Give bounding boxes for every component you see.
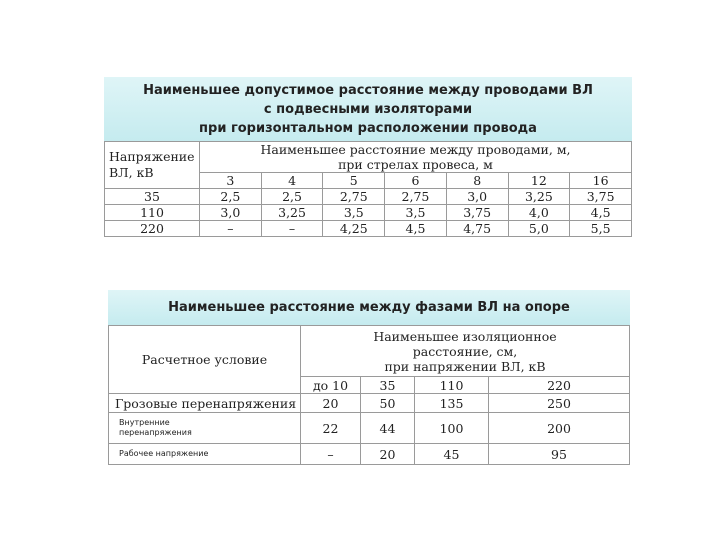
voltage-cell: 220 bbox=[105, 221, 200, 237]
sag-header: 5 bbox=[323, 173, 385, 189]
condition-label-line: Внутренние bbox=[119, 418, 170, 427]
value-cell: 4,75 bbox=[446, 221, 508, 237]
table2-grid bbox=[108, 325, 630, 465]
sag-header: 16 bbox=[570, 173, 632, 189]
table1-grid bbox=[104, 141, 632, 237]
distance-header-line: Наименьшее расстояние между проводами, м, bbox=[260, 142, 571, 157]
condition-label-line: перенапряжения bbox=[119, 428, 192, 437]
table-row bbox=[105, 221, 632, 237]
value-cell: 3,0 bbox=[200, 205, 262, 221]
voltage-header bbox=[105, 142, 200, 189]
value-cell: 3,75 bbox=[570, 189, 632, 205]
value-cell: 4,5 bbox=[570, 205, 632, 221]
insulation-header-line: Наименьшее изоляционное bbox=[373, 328, 557, 344]
value-cell: 45 bbox=[415, 444, 489, 465]
value-cell: 44 bbox=[361, 413, 415, 444]
voltage-header: 35 bbox=[361, 377, 415, 394]
value-cell: 20 bbox=[361, 444, 415, 465]
value-cell: 250 bbox=[489, 394, 630, 413]
table-row bbox=[109, 444, 630, 465]
condition-header: Расчетное условие bbox=[109, 326, 301, 394]
voltage-header-line: Напряжение bbox=[109, 149, 195, 164]
voltage-cell: 35 bbox=[105, 189, 200, 205]
value-cell: 4,25 bbox=[323, 221, 385, 237]
table-row bbox=[109, 394, 630, 413]
voltage-header: 220 bbox=[489, 377, 630, 394]
insulation-header-line: расстояние, см, bbox=[412, 343, 518, 359]
sag-header: 3 bbox=[200, 173, 262, 189]
value-cell: 2,75 bbox=[323, 189, 385, 205]
table1-title bbox=[104, 77, 632, 141]
sag-header: 8 bbox=[446, 173, 508, 189]
value-cell: 5,0 bbox=[508, 221, 570, 237]
value-cell: 5,5 bbox=[570, 221, 632, 237]
value-cell: 95 bbox=[489, 444, 630, 465]
table-row bbox=[105, 205, 632, 221]
insulation-distance-header bbox=[301, 326, 630, 377]
value-cell: 2,5 bbox=[261, 189, 323, 205]
condition-label: Грозовые перенапряжения bbox=[109, 394, 301, 413]
distance-header-line: при стрелах провеса, м bbox=[338, 157, 493, 172]
phase-distance-table bbox=[108, 290, 630, 465]
table2-title: Наименьшее расстояние между фазами ВЛ на опоре bbox=[108, 290, 630, 325]
distance-between-wires-table bbox=[104, 77, 632, 237]
insulation-header-line: при напряжении ВЛ, кВ bbox=[384, 358, 546, 374]
value-cell: – bbox=[301, 444, 361, 465]
voltage-header: до 10 bbox=[301, 377, 361, 394]
value-cell: 135 bbox=[415, 394, 489, 413]
table1-title-line: с подвесными изоляторами bbox=[263, 102, 473, 117]
value-cell: – bbox=[200, 221, 262, 237]
value-cell: 3,25 bbox=[508, 189, 570, 205]
value-cell: 4,5 bbox=[385, 221, 447, 237]
condition-label: Рабочее напряжение bbox=[109, 444, 301, 465]
sag-header: 12 bbox=[508, 173, 570, 189]
value-cell: 200 bbox=[489, 413, 630, 444]
value-cell: 2,5 bbox=[200, 189, 262, 205]
value-cell: 2,75 bbox=[385, 189, 447, 205]
value-cell: 4,0 bbox=[508, 205, 570, 221]
value-cell: 3,5 bbox=[323, 205, 385, 221]
value-cell: 100 bbox=[415, 413, 489, 444]
voltage-header-line: ВЛ, кВ bbox=[109, 165, 154, 180]
sag-header: 6 bbox=[385, 173, 447, 189]
distance-header bbox=[200, 142, 632, 173]
value-cell: 20 bbox=[301, 394, 361, 413]
value-cell: – bbox=[261, 221, 323, 237]
table-row bbox=[109, 413, 630, 444]
value-cell: 3,0 bbox=[446, 189, 508, 205]
value-cell: 3,25 bbox=[261, 205, 323, 221]
table1-title-line: Наименьшее допустимое расстояние между проводами ВЛ bbox=[143, 83, 593, 98]
sag-header: 4 bbox=[261, 173, 323, 189]
table-row bbox=[105, 189, 632, 205]
value-cell: 50 bbox=[361, 394, 415, 413]
value-cell: 3,75 bbox=[446, 205, 508, 221]
value-cell: 22 bbox=[301, 413, 361, 444]
voltage-header: 110 bbox=[415, 377, 489, 394]
voltage-cell: 110 bbox=[105, 205, 200, 221]
condition-label bbox=[109, 413, 301, 444]
table1-title-line: при горизонтальном расположении провода bbox=[199, 121, 537, 136]
value-cell: 3,5 bbox=[385, 205, 447, 221]
